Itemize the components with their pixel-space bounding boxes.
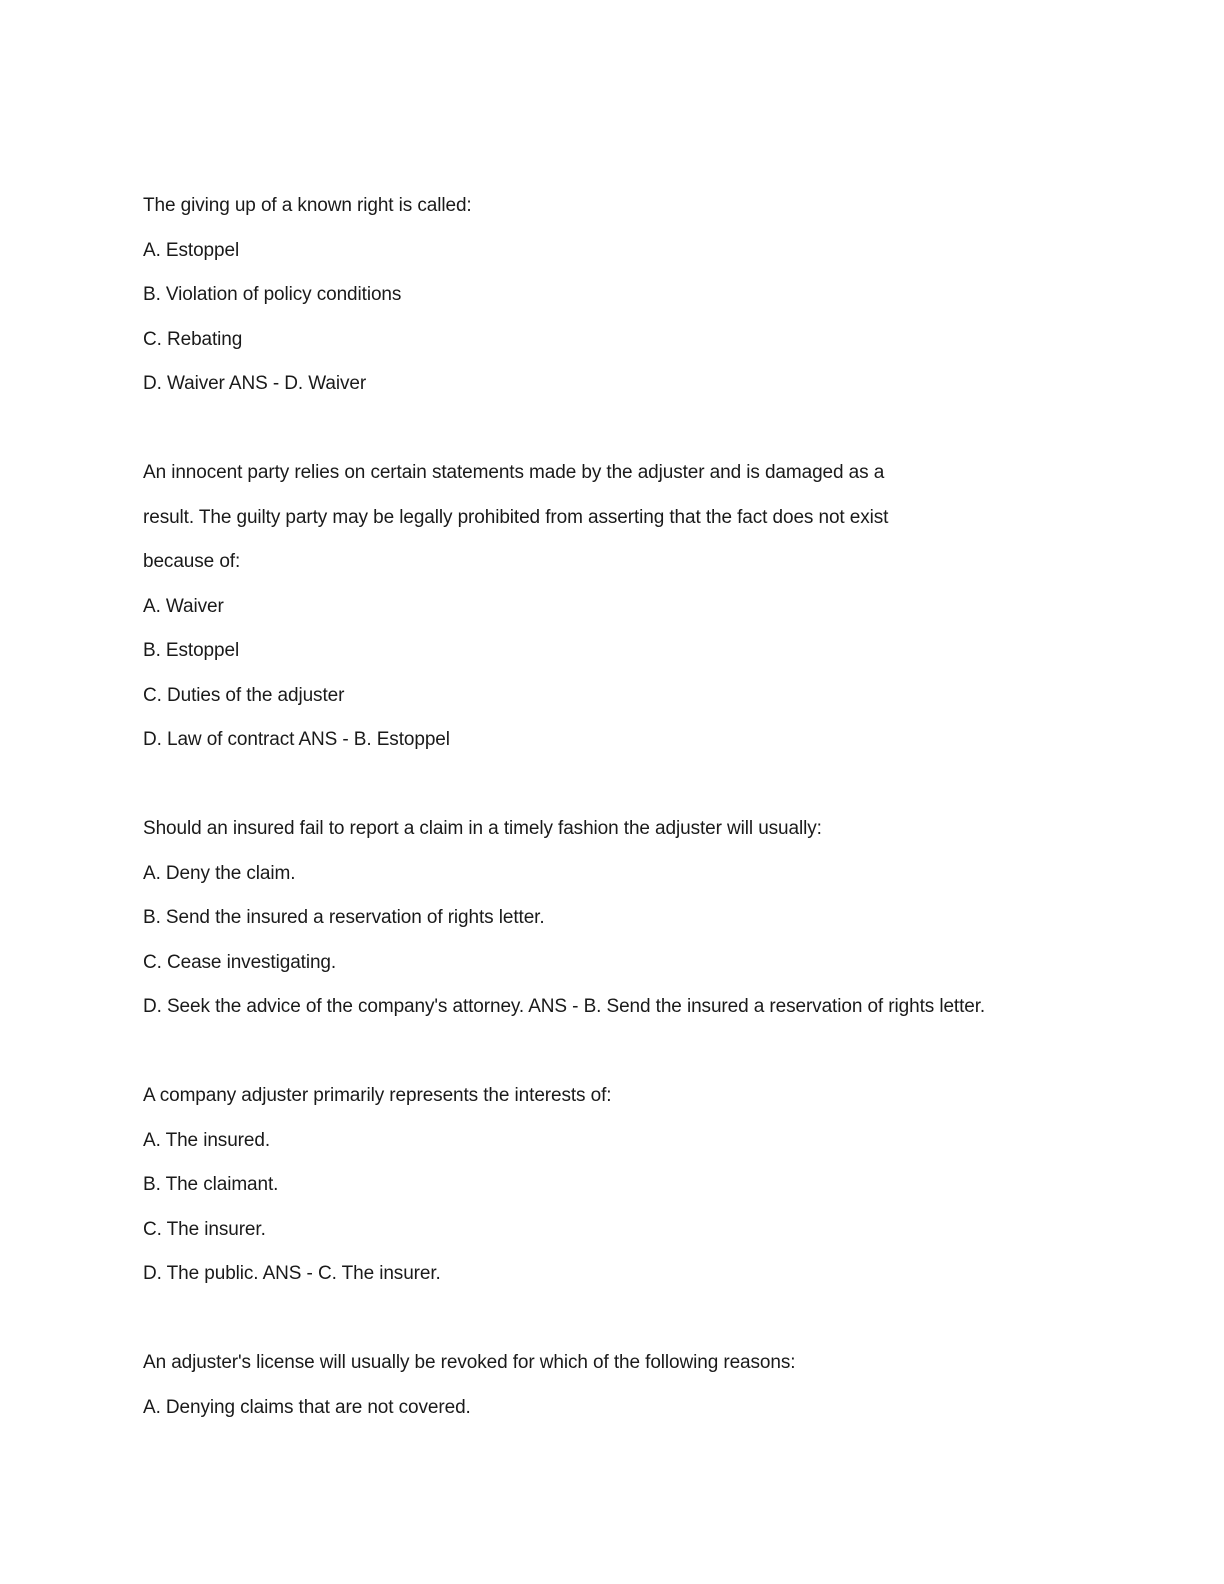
answer-option: A. Denying claims that are not covered. [143,1396,471,1418]
answer-option: B. The claimant. [143,1174,279,1195]
question-block [143,807,1083,1030]
document-body [143,184,1083,1475]
answer-option: A. Deny the claim. [143,862,296,884]
question-stem: An adjuster's license will usually be revoked for which of the following reasons: [143,1352,796,1373]
answer-option: D. The public. ANS - C. The insurer. [143,1263,441,1284]
answer-option: A. The insured. [143,1129,271,1151]
answer-option: C. The insurer. [143,1218,266,1240]
question-stem: Should an insured fail to report a claim in a timely fashion the adjuster will usually: [143,818,822,839]
answer-option: D. Seek the advice of the company's attorney. ANS - B. Send the insured a reservation of rights letter. [143,996,986,1017]
answer-option: A. Estoppel [143,239,240,261]
question-block [143,451,1083,763]
question-stem: because of: [143,551,241,572]
question-stem: result. The guilty party may be legally prohibited from asserting that the fact does not exist [143,506,889,528]
answer-option: C. Duties of the adjuster [143,684,345,706]
answer-option: B. Send the insured a reservation of rights letter. [143,907,545,928]
answer-option: D. Law of contract ANS - B. Estoppel [143,729,450,750]
answer-option: D. Waiver ANS - D. Waiver [143,373,367,394]
answer-option: C. Rebating [143,328,243,350]
answer-option: B. Estoppel [143,640,240,661]
answer-option: C. Cease investigating. [143,951,337,973]
question-block [143,1074,1083,1297]
question-stem: The giving up of a known right is called: [143,195,472,216]
answer-option: A. Waiver [143,595,224,617]
question-stem: A company adjuster primarily represents the interests of: [143,1085,612,1106]
question-stem: An innocent party relies on certain statements made by the adjuster and is damaged as a [143,462,885,483]
question-block [143,1341,1083,1430]
question-block [143,184,1083,407]
answer-option: B. Violation of policy conditions [143,284,402,305]
